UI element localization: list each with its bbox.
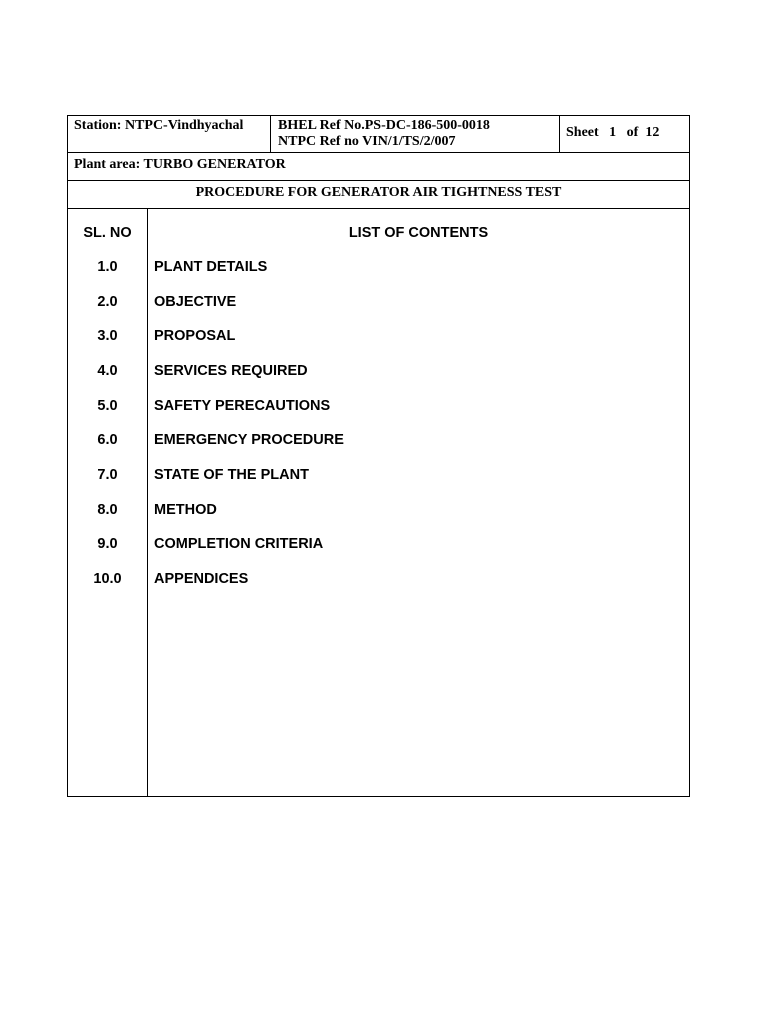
item-title: PLANT DETAILS	[154, 259, 268, 275]
sheet-info	[566, 125, 659, 141]
document-table	[67, 115, 690, 797]
item-title: SAFETY PERECAUTIONS	[154, 398, 331, 414]
ntpc-ref: NTPC Ref no VIN/1/TS/2/007	[278, 134, 456, 149]
item-number: 4.0	[97, 363, 118, 379]
item-number: 8.0	[97, 502, 118, 518]
list-of-contents-heading: LIST OF CONTENTS	[348, 225, 489, 241]
header-divider	[559, 116, 560, 152]
sheet-total: 12	[645, 125, 660, 140]
item-number: 5.0	[97, 398, 118, 414]
header-divider	[270, 116, 271, 152]
item-title: EMERGENCY PROCEDURE	[154, 432, 344, 448]
column-divider	[147, 208, 148, 797]
row-divider	[68, 208, 689, 209]
item-title: PROPOSAL	[154, 328, 236, 344]
plant-area-value: TURBO GENERATOR	[143, 157, 286, 172]
plant-area-label: Plant area:	[74, 157, 141, 172]
plant-area	[74, 157, 286, 173]
item-number: 2.0	[97, 294, 118, 310]
row-divider	[68, 180, 689, 181]
row-divider	[68, 152, 689, 153]
item-title: SERVICES REQUIRED	[154, 363, 308, 379]
item-title: OBJECTIVE	[154, 294, 237, 310]
sheet-label: Sheet	[566, 125, 599, 140]
item-number: 7.0	[97, 467, 118, 483]
item-title: APPENDICES	[154, 571, 249, 587]
item-number: 9.0	[97, 536, 118, 552]
sheet-of: of	[626, 125, 639, 140]
procedure-title: PROCEDURE FOR GENERATOR AIR TIGHTNESS TEST	[195, 185, 562, 200]
item-number: 6.0	[97, 432, 118, 448]
item-title: METHOD	[154, 502, 217, 518]
item-number: 3.0	[97, 328, 118, 344]
item-title: STATE OF THE PLANT	[154, 467, 309, 483]
item-number: 10.0	[93, 571, 122, 587]
bhel-ref: BHEL Ref No.PS-DC-186-500-0018	[278, 118, 490, 133]
item-title: COMPLETION CRITERIA	[154, 536, 324, 552]
station-label: Station: NTPC-Vindhyachal	[74, 118, 244, 133]
item-number: 1.0	[97, 259, 118, 275]
sl-no-heading: SL. NO	[83, 225, 132, 241]
sheet-number: 1	[609, 125, 617, 140]
